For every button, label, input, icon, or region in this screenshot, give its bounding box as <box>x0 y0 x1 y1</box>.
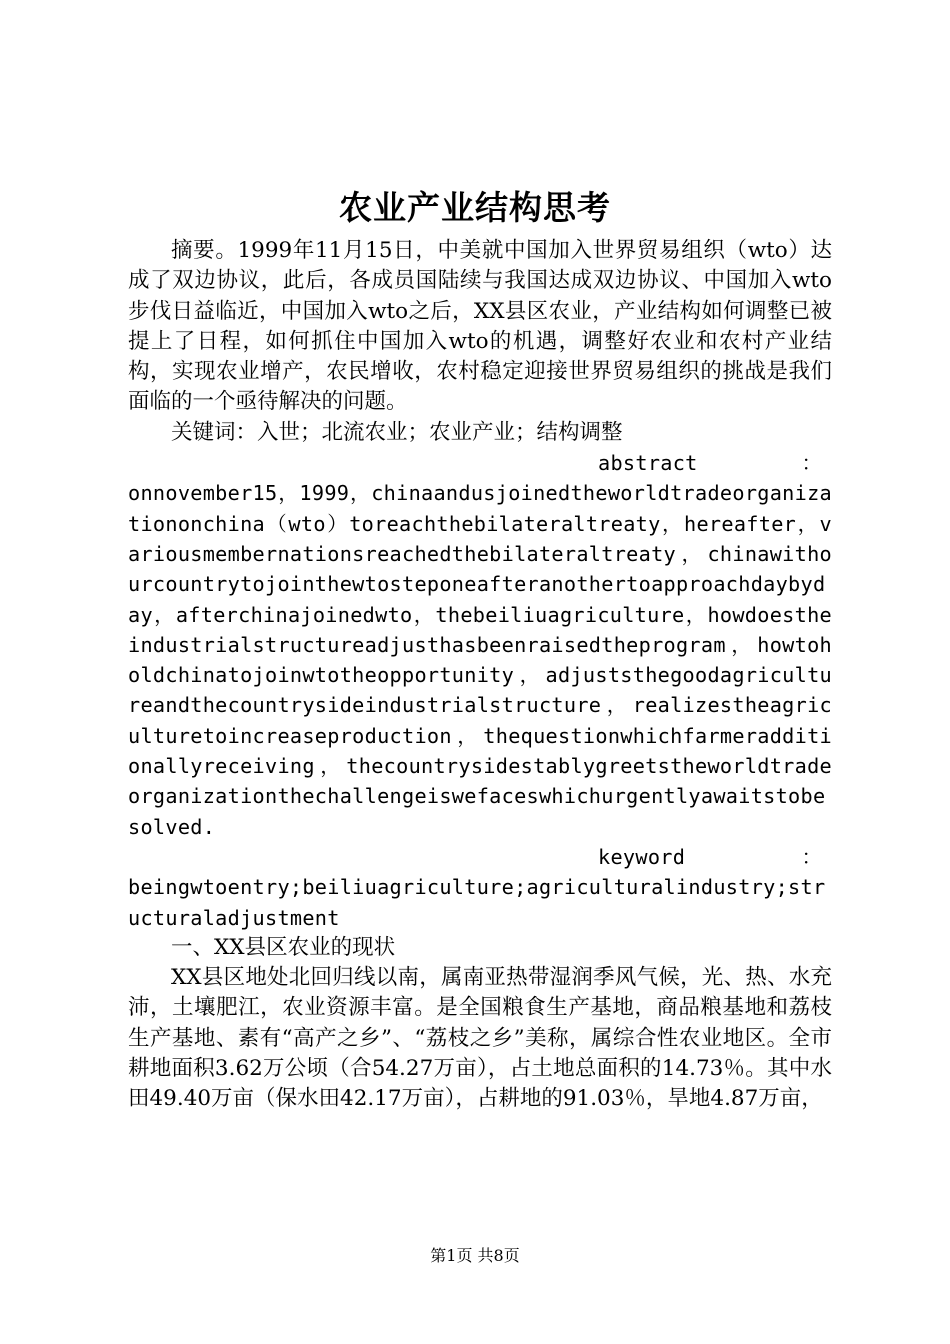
keyword-en-colon: ： <box>801 844 822 869</box>
document-body <box>128 236 832 1115</box>
keyword-en-paragraph: beingwtoentry;beiliuagriculture;agriculturalindustry;structuraladjustment <box>128 875 826 930</box>
abstract-cn-paragraph: 摘要。1999年11月15日，中美就中国加入世界贸易组织（wto）达成了双边协议，此后，各成员国陆续与我国达成双边协议、中国加入wto步伐日益临近，中国加入wto之后，XX县区农业，产业结构如何调整已被提上了日程，如何抓住中国加入wto的机遇，调整好农业和农村产业结构，实现农业增产，农民增收，农村稳定迎接世界贸易组织的挑战是我们面临的一个亟待解决的问题。 <box>128 238 832 415</box>
document-title: 农业产业结构思考 <box>339 188 611 227</box>
abstract-en-label: abstract <box>598 451 698 476</box>
abstract-en-colon: ： <box>801 451 822 476</box>
abstract-en-paragraph: onnovember15，1999，chinaandusjoinedtheworldtradeorganizationonchina（wto）toreachthebilateraltreaty，hereafter，variousmembernationsreachedthebilateraltreaty，chinawithourcountrytojointhewtosteponeafteranothertoapproachdaybyday，afterchinajoinedwto，thebeiliuagriculture，howdoestheindustrialstructureadjusthasbeenraisedtheprogram，howtoholdchinatojoinwtotheopportunity，adjuststhegoodagricultureandthecountrysideindustrialstructure，realizestheagriculturetoincreaseproduction，thequestionwhichfarmeradditionallyreceiving，thecountrysidestablygreetstheworldtradeorganizationthechallengeiswefaceswhichurgentlyawaitstobesolved. <box>128 481 832 839</box>
keywords-cn-paragraph: 关键词：入世；北流农业；农业产业；结构调整 <box>171 419 623 445</box>
keyword-en-label-line <box>128 842 832 872</box>
section-paragraph: XX县区地处北回归线以南，属南亚热带湿润季风气候，光、热、水充沛，土壤肥江，农业资源丰富。是全国粮食生产基地，商品粮基地和荔枝生产基地、素有“高产之乡”、“荔枝之乡”美称，属综合性农业地区。全市耕地面积3.62万公顷（合54.27万亩），占土地总面积的14.73％。其中水田49.40万亩（保水田42.17万亩），占耕地的91.03％，旱地4.87万亩， <box>128 965 832 1112</box>
abstract-en-label-line <box>128 448 832 478</box>
section-heading: 一、XX县区农业的现状 <box>171 934 396 960</box>
page-footer: 第1页 共8页 <box>430 1246 520 1265</box>
keyword-en-label: keyword <box>598 844 686 869</box>
